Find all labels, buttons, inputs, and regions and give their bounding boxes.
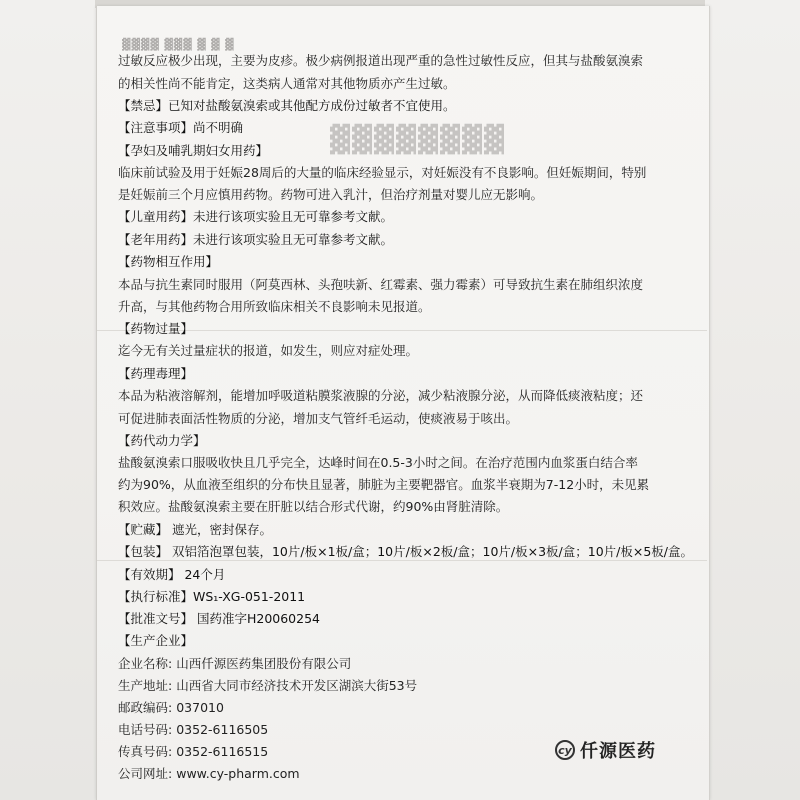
company-address-label: 生产地址: [118, 678, 173, 693]
company-fax-row [118, 744, 268, 760]
section-geriatric: 【老年用药】未进行该项实验且无可靠参考文献。 [118, 232, 394, 247]
section-approval-number: 【批准文号】 国药准字H20060254 [118, 611, 320, 626]
section-contraindications: 【禁忌】已知对盐酸氨溴索或其他配方成份过敏者不宜使用。 [118, 98, 456, 113]
text-line: 约为90%，从血液至组织的分布快且显著，肺脏为主要靶器官。血浆半衰期为7-12小时，未见累 [118, 477, 650, 492]
company-address-row [118, 678, 417, 694]
text-line: 本品与抗生素同时服用（阿莫西林、头孢呋新、红霉素、强力霉素）可导致抗生素在肺组织浓度 [118, 277, 644, 292]
company-name-value: 山西仟源医药集团股份有限公司 [176, 656, 352, 671]
company-phone-row [118, 722, 268, 738]
company-web-label: 公司网址: [118, 766, 173, 781]
text-line: 的相关性尚不能肯定，这类病人通常对其他物质亦产生过敏。 [118, 76, 456, 91]
logo-mark-icon: cy [555, 740, 575, 760]
company-web-value: www.cy-pharm.com [176, 766, 300, 781]
section-storage: 【贮藏】 遮光，密封保存。 [118, 522, 272, 537]
fold-line [97, 560, 707, 561]
section-overdose-heading: 【药物过量】 [118, 321, 194, 336]
company-web-row [118, 766, 300, 782]
company-logo [555, 737, 656, 763]
company-phone-label: 电话号码: [118, 722, 173, 737]
text-line: 是妊娠前三个月应慎用药物。药物可进入乳汁，但治疗剂量对婴儿应无影响。 [118, 187, 544, 202]
section-pharmacology-heading: 【药理毒理】 [118, 366, 194, 381]
text-line: 迄今无有关过量症状的报道，如发生，则应对症处理。 [118, 343, 419, 358]
section-pediatric: 【儿童用药】未进行该项实验且无可靠参考文献。 [118, 209, 394, 224]
company-postcode-label: 邮政编码: [118, 700, 173, 715]
company-fax-label: 传真号码: [118, 744, 173, 759]
text-line: 过敏反应极少出现，主要为皮疹。极少病例报道出现严重的急性过敏性反应，但其与盐酸氨溴索 [118, 53, 644, 68]
show-through-text: ▓▓▓▓ ▓▓▓ ▓ ▓ ▓ [122, 38, 235, 51]
company-postcode-row [118, 700, 224, 716]
text-line: 本品为粘液溶解剂，能增加呼吸道粘膜浆液腺的分泌，减少粘液腺分泌，从而降低痰液粘度；还 [118, 388, 644, 403]
company-fax-value: 0352-6116515 [176, 744, 269, 759]
company-name-label: 企业名称: [118, 656, 173, 671]
section-pregnancy-heading: 【孕妇及哺乳期妇女用药】 [118, 143, 269, 158]
section-shelf-life: 【有效期】 24个月 [118, 567, 226, 582]
text-line: 可促进肺表面活性物质的分泌，增加支气管纤毛运动，使痰液易于咳出。 [118, 411, 519, 426]
company-phone-value: 0352-6116505 [176, 722, 269, 737]
show-through-title: ▓▓▓▓▓▓▓▓ [330, 125, 506, 155]
section-package: 【包装】 双铝箔泡罩包装，10片/板×1板/盒；10片/板×2板/盒；10片/板×3板/盒；10片/板×5板/盒。 [118, 544, 693, 559]
logo-text: 仟源医药 [580, 741, 656, 762]
section-pharmacokinetics-heading: 【药代动力学】 [118, 433, 206, 448]
company-postcode-value: 037010 [176, 700, 224, 715]
section-manufacturer-heading: 【生产企业】 [118, 633, 194, 648]
company-name-row [118, 656, 351, 672]
text-line: 升高，与其他药物合用所致临床相关不良影响未见报道。 [118, 299, 431, 314]
company-address-value: 山西省大同市经济技术开发区湖滨大街53号 [176, 678, 418, 693]
section-standard: 【执行标准】WS₁-XG-051-2011 [118, 589, 306, 604]
section-interactions-heading: 【药物相互作用】 [118, 254, 219, 269]
text-line: 积效应。盐酸氨溴索主要在肝脏以结合形式代谢，约90%由肾脏清除。 [118, 499, 509, 514]
text-line: 盐酸氨溴索口服吸收快且几乎完全，达峰时间在0.5-3小时之间。在治疗范围内血浆蛋白结合率 [118, 455, 638, 470]
section-precautions: 【注意事项】尚不明确 [118, 120, 244, 135]
text-line: 临床前试验及用于妊娠28周后的大量的临床经验显示，对妊娠没有不良影响。但妊娠期间，特别 [118, 165, 647, 180]
